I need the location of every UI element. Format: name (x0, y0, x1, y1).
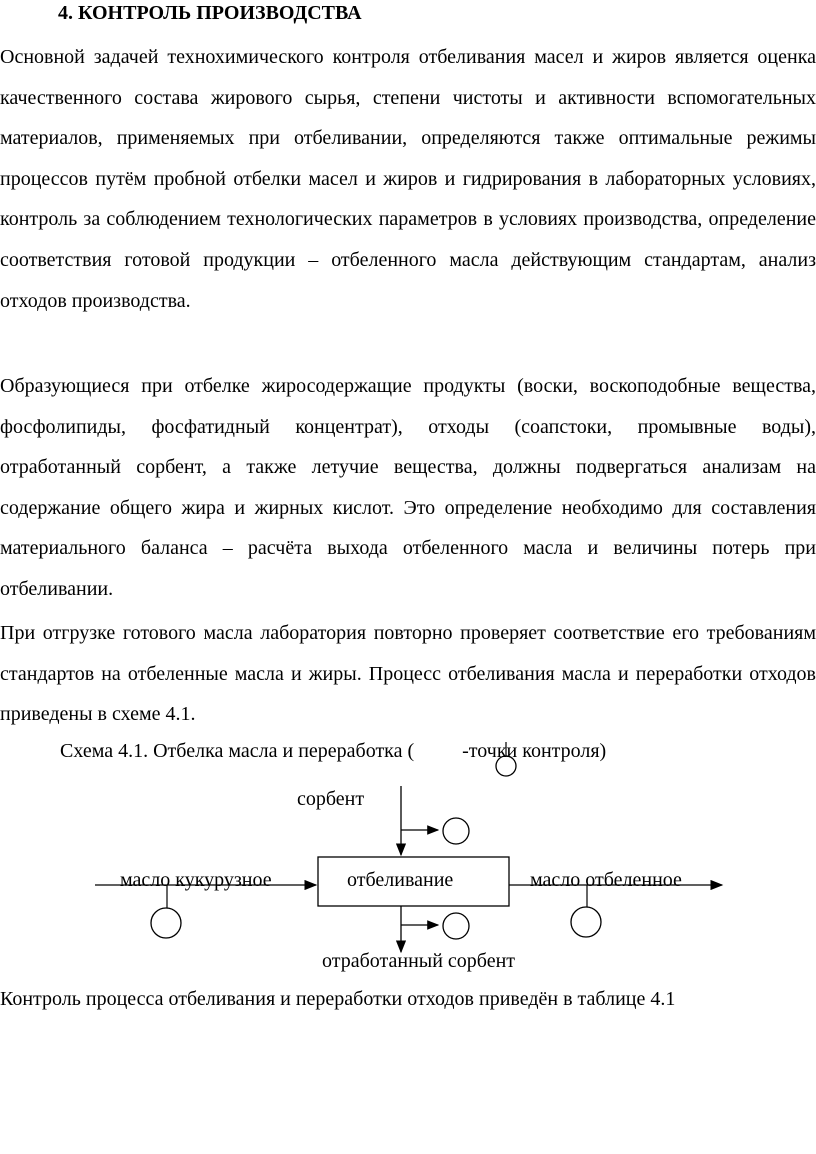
scheme-caption-end: -точки контроля) (462, 740, 607, 762)
input-oil-label: масло кукурузное (120, 869, 272, 891)
paragraph-3-text: При отгрузке готового масла лаборатория повторно проверяет соответствие его требованиям стандартов на отбеленные масла и жиры. Процесс отбеливания масла и переработки отходов приведены в схеме 4.1. (0, 622, 816, 726)
scheme-caption-start: Схема 4.1. Отбелка масла и переработка ( (60, 740, 415, 762)
sorbent-control-point-icon (401, 818, 469, 844)
paragraph-1-text: Основной задачей технохимического контроля отбеливания масел и жиров является оценка качественного состава жирового сырья, степени чистоты и активности вспомогательных материалов, применяемых при отбеливании, определяются также оптимальные режимы процессов путём пробной отбелки масел и жиров и гидрирования в лабораторных условиях, контроль за соблюдением технологических параметров в условиях производства, определение соответствия готовой продукции – отбеленного масла действующим стандартам, анализ отходов производства. (0, 46, 816, 312)
spent-sorbent-label: отработанный сорбент (322, 950, 516, 972)
input-control-point-icon (151, 885, 181, 938)
process-box (318, 857, 509, 906)
spent-sorbent-control-point-icon (401, 913, 469, 939)
footer-text: Контроль процесса отбеливания и переработки отходов приведён в таблице 4.1 (0, 988, 676, 1010)
output-control-point-icon (571, 885, 601, 937)
process-label: отбеливание (347, 869, 454, 891)
paragraph-2-text: Образующиеся при отбелке жиросодержащие продукты (воски, воскоподобные вещества, фосфолипиды, фосфатидный концентрат), отходы (соапстоки, промывные воды), отработанный сорбент, а также летучие вещества, должны подвергаться анализам на содержание общего жира и жирных кислот. Это определение необходимо для составления материального баланса – расчёта выхода отбеленного масла и величины потерь при отбеливании. (0, 375, 816, 600)
section-heading: 4. КОНТРОЛЬ ПРОИЗВОДСТВА (58, 2, 362, 24)
sorbent-label: сорбент (297, 788, 365, 810)
output-oil-label: масло отбеленное (530, 869, 682, 891)
caption-control-point-icon (496, 742, 516, 776)
